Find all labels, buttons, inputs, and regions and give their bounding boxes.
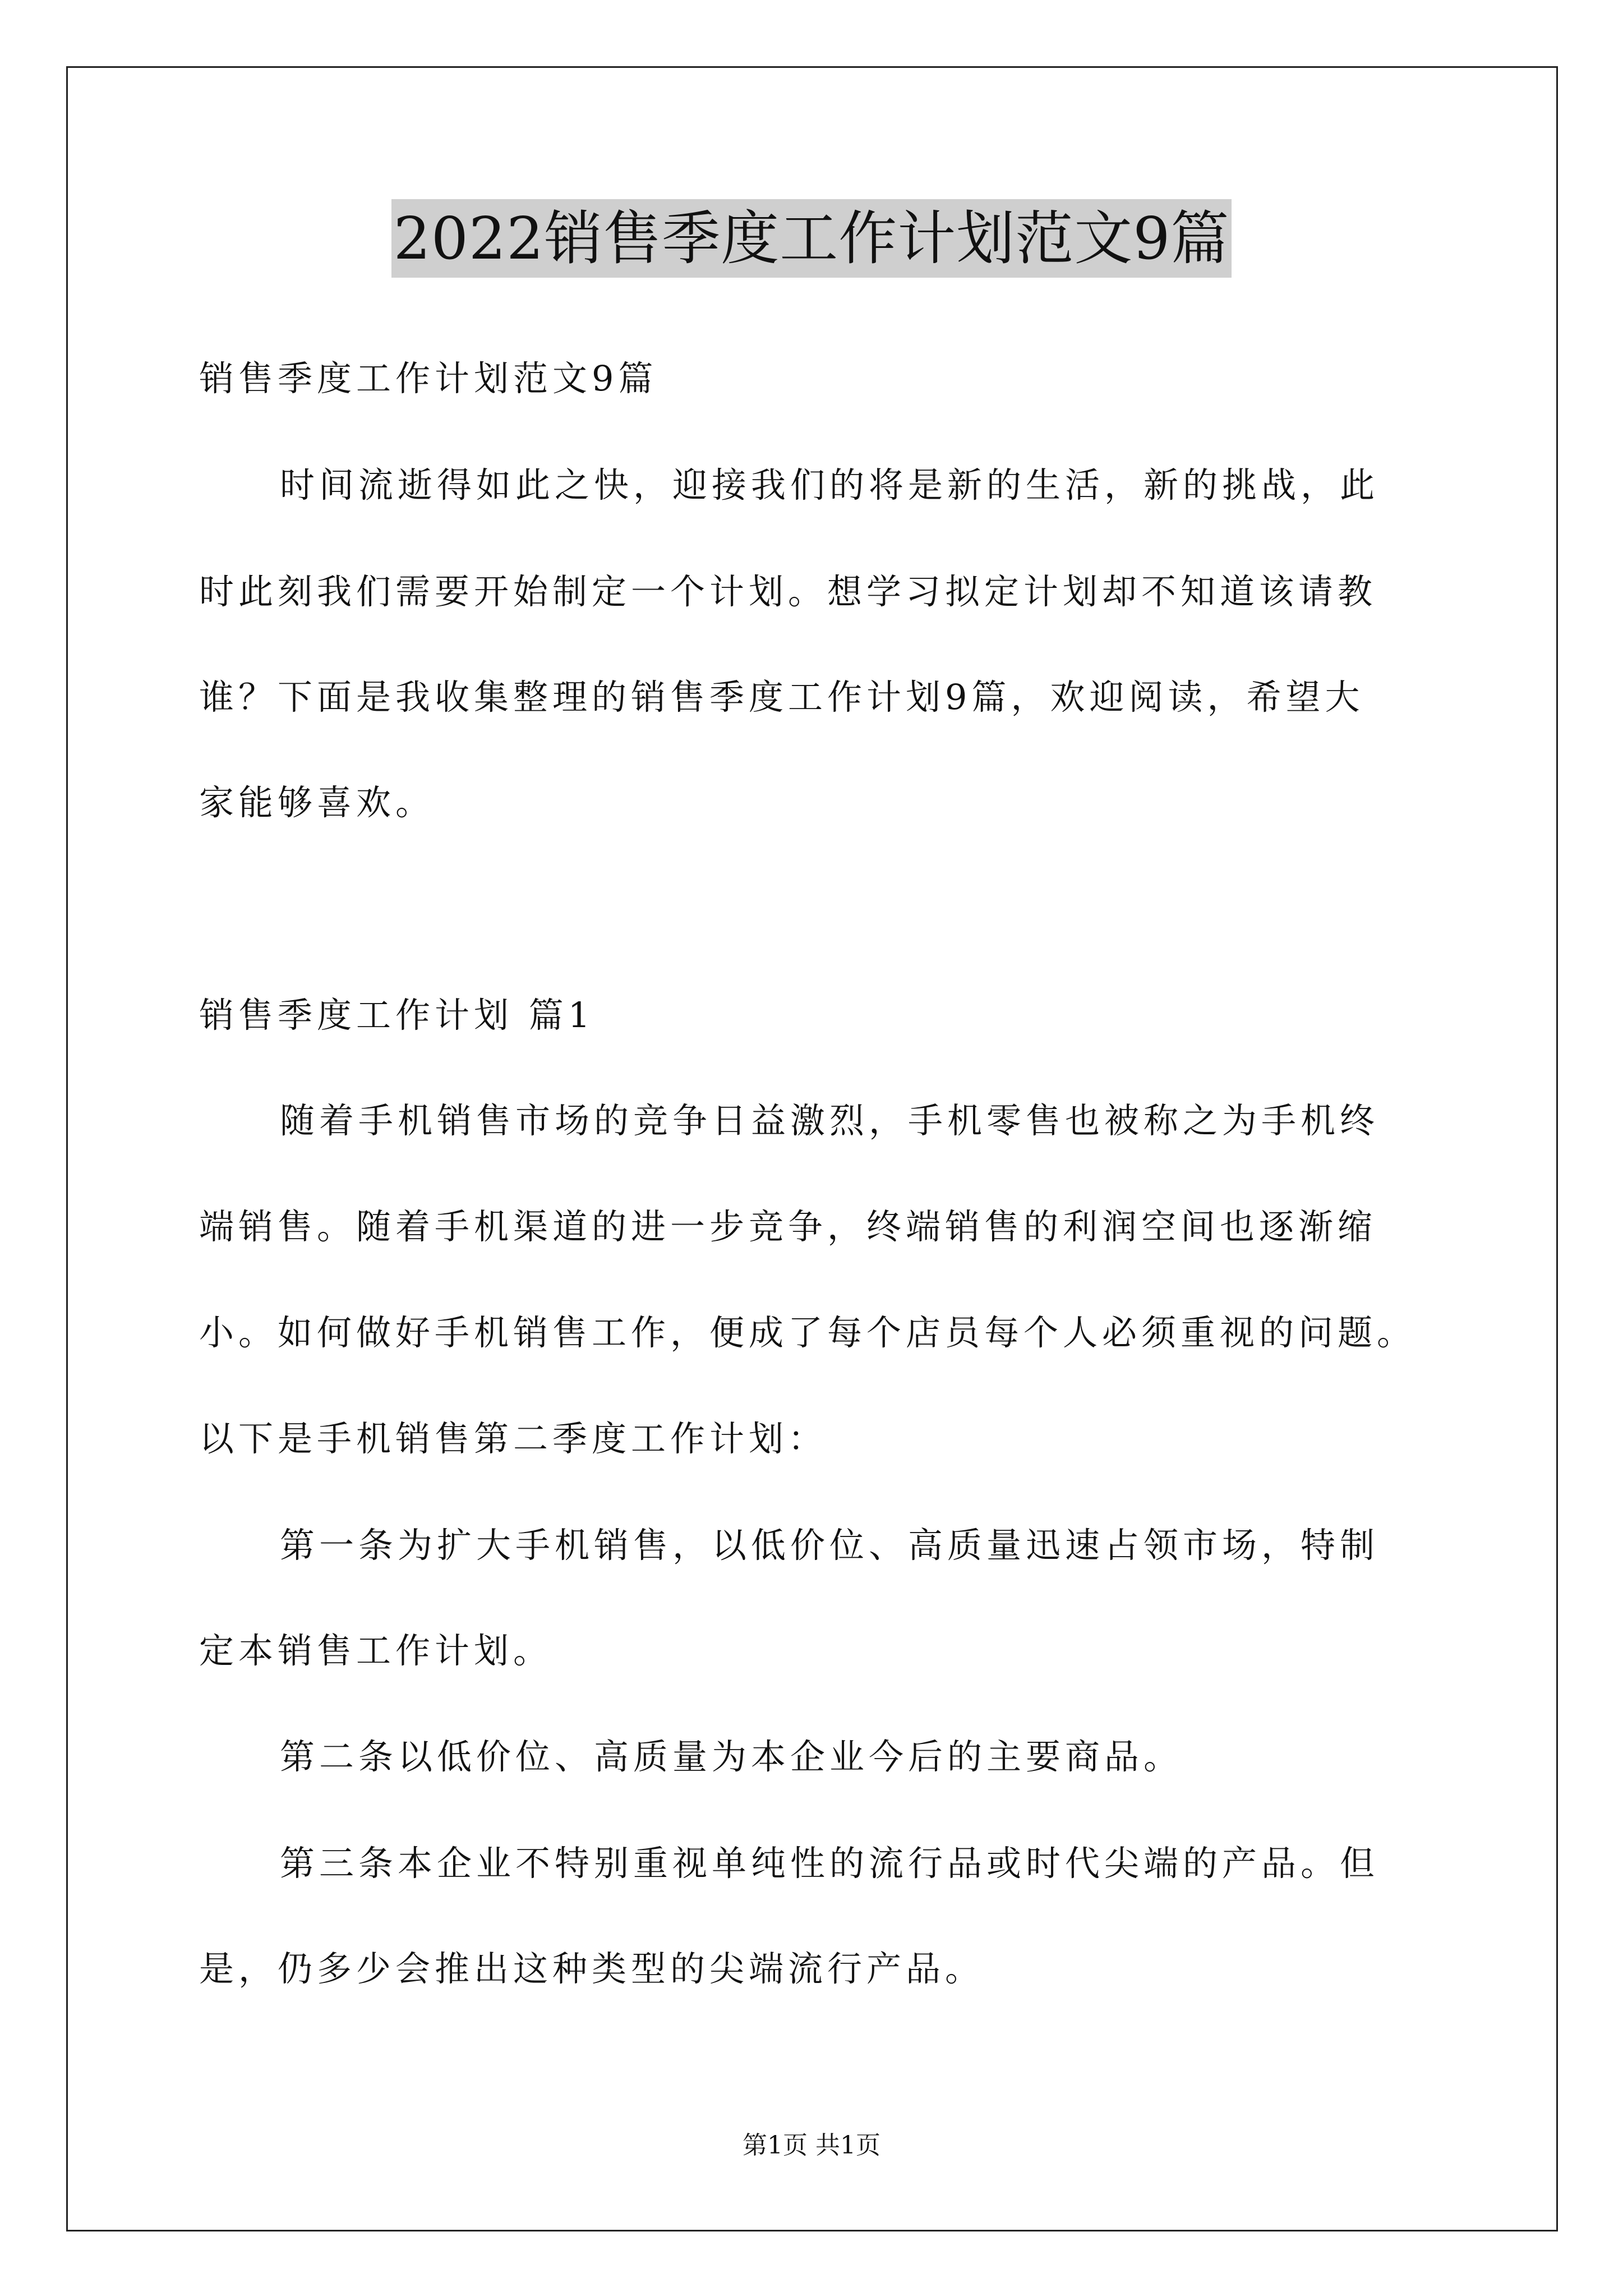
page-number-footer: 第1页 共1页 <box>743 2131 880 2160</box>
section-line: 随着手机销售市场的竞争日益激烈，手机零售也被称之为手机终 <box>280 1100 1380 1141</box>
section-line: 小。如何做好手机销售工作，便成了每个店员每个人必须重视的问题。 <box>199 1312 1417 1353</box>
intro-line: 时间流逝得如此之快，迎接我们的将是新的生活，新的挑战，此 <box>280 464 1380 505</box>
section-line: 是，仍多少会推出这种类型的尖端流行产品。 <box>199 1948 985 1989</box>
section-line: 端销售。随着手机渠道的进一步竞争，终端销售的利润空间也逐渐缩 <box>199 1206 1377 1247</box>
section-heading: 销售季度工作计划 篇1 <box>199 995 595 1036</box>
title-container <box>0 199 1623 278</box>
section-line: 第一条为扩大手机销售，以低价位、高质量迅速占领市场，特制 <box>280 1525 1380 1566</box>
intro-line: 谁？下面是我收集整理的销售季度工作计划9篇，欢迎阅读，希望大 <box>199 677 1364 717</box>
document-title: 2022销售季度工作计划范文9篇 <box>391 199 1232 278</box>
section-line: 定本销售工作计划。 <box>199 1630 553 1671</box>
section-line: 第二条以低价位、高质量为本企业今后的主要商品。 <box>280 1736 1183 1777</box>
intro-line: 时此刻我们需要开始制定一个计划。想学习拟定计划却不知道该请教 <box>199 571 1377 612</box>
section-line: 第三条本企业不特别重视单纯性的流行品或时代尖端的产品。但 <box>280 1843 1380 1884</box>
intro-line: 家能够喜欢。 <box>199 782 435 823</box>
subtitle: 销售季度工作计划范文9篇 <box>199 358 658 399</box>
section-line: 以下是手机销售第二季度工作计划： <box>199 1418 828 1459</box>
